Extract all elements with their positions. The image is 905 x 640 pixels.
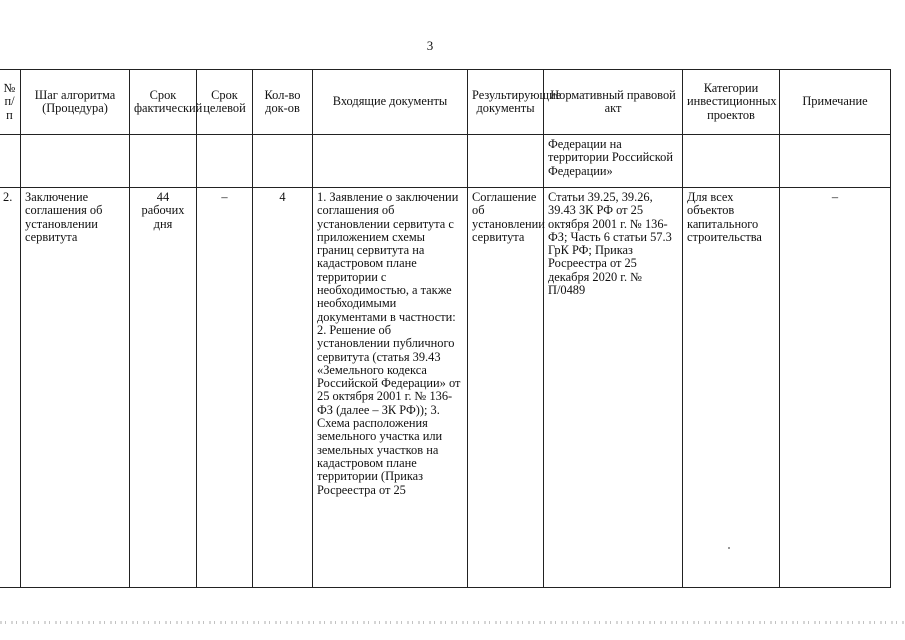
cont-cell (130, 135, 197, 188)
cont-cell (313, 135, 468, 188)
page-number: 3 (426, 38, 434, 53)
procedure-table (0, 69, 891, 588)
scan-edge (0, 621, 905, 624)
row-doc-count: 4 (253, 188, 313, 588)
row-note: – (780, 188, 891, 588)
header-doc-count: Кол-во док-ов (253, 70, 313, 135)
cont-legal-act: Федерации на территории Российской Федерации» (544, 135, 683, 188)
cont-cell (197, 135, 253, 188)
row-step: Заключение соглашения об установлении сервитута (21, 188, 130, 588)
row-categories: Для всех объектов капитального строительства (683, 188, 780, 588)
continuation-row (0, 135, 891, 188)
cont-cell (0, 135, 21, 188)
scan-speck (728, 547, 730, 549)
cont-cell (683, 135, 780, 188)
row-legal-act: Статьи 39.25, 39.26, 39.43 ЗК РФ от 25 октября 2001 г. № 136-ФЗ; Часть 6 статьи 57.3 ГрК РФ; Приказ Росреестра от 25 декабря 2020 г. № П/0489 (544, 188, 683, 588)
header-step: Шаг алгоритма (Процедура) (21, 70, 130, 135)
row-actual-term: 44 рабочих дня (130, 188, 197, 588)
cont-cell (21, 135, 130, 188)
header-actual-term: Срок фактический (130, 70, 197, 135)
header-legal-act: Нормативный правовой акт (544, 70, 683, 135)
row-number: 2. (0, 188, 21, 588)
header-target-term: Срок целевой (197, 70, 253, 135)
cont-cell (253, 135, 313, 188)
cont-cell (780, 135, 891, 188)
row-target-term: – (197, 188, 253, 588)
header-categories: Категории инвестиционных проектов (683, 70, 780, 135)
row-incoming-docs-cell (313, 188, 468, 588)
header-row (0, 70, 891, 135)
table-row (0, 188, 891, 588)
row-result-docs: Соглашение об установлении сервитута (468, 188, 544, 588)
header-note: Примечание (780, 70, 891, 135)
header-result-docs: Результирующие документы (468, 70, 544, 135)
row-incoming-docs: 1. Заявление о заключении соглашения об установлении сервитута с приложением схемы границ сервитута на кадастровом плане территории с необходимостью, а также необходимыми документами в частности: 2. Решение об установлении публичного сервитута (статья 39.43 «Земельного кодекса Российской Федерации» от 25 октября 2001 г. № 136-ФЗ (далее – ЗК РФ)); 3. Схема расположения земельного участка или земельных участков на кадастровом плане территории (Приказ Росреестра от 25 (317, 191, 461, 497)
header-incoming-docs: Входящие документы (313, 70, 468, 135)
header-number: № п/п (0, 70, 21, 135)
cont-cell (468, 135, 544, 188)
